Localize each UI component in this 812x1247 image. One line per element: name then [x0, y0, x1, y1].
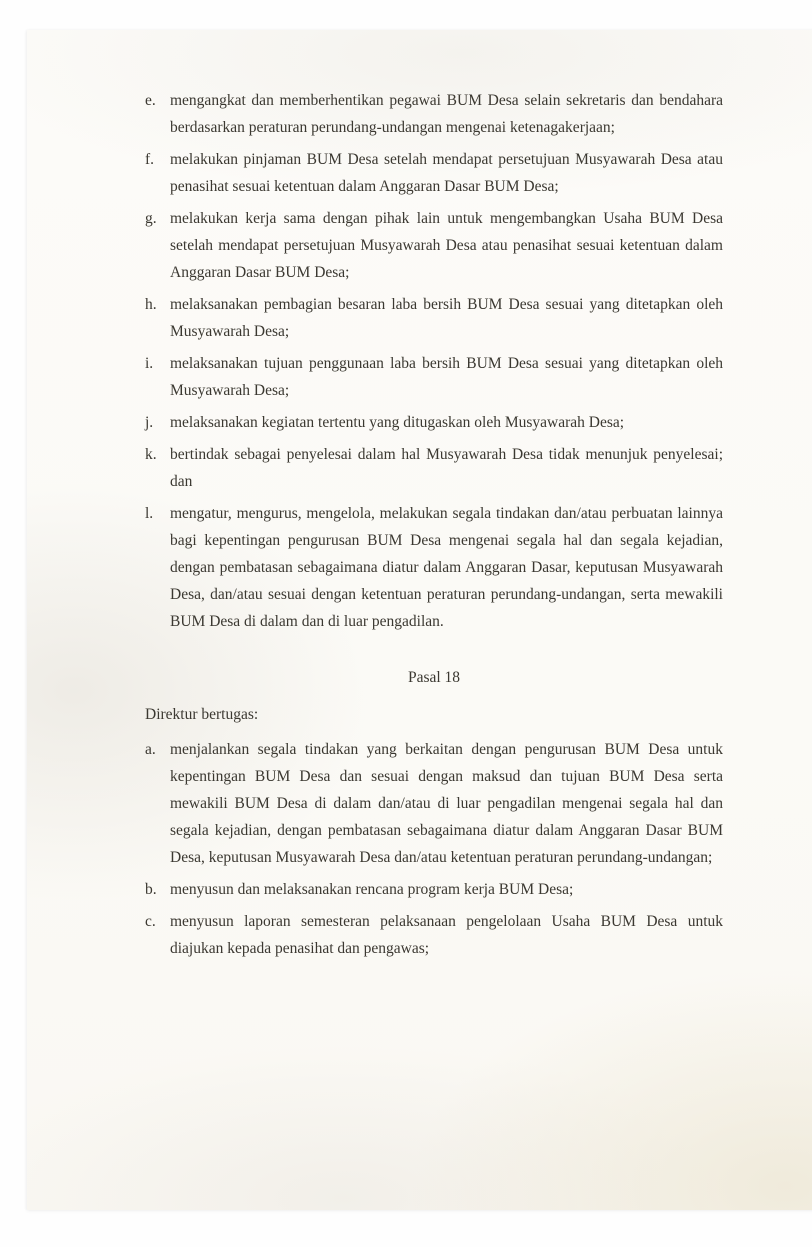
page-content [27, 30, 812, 962]
direktur-bertugas-intro: Direktur bertugas: [145, 706, 259, 723]
pasal18-item-a [145, 736, 723, 871]
task-item-l [145, 500, 723, 635]
task-item-i-letter: i. [145, 355, 154, 372]
task-item-i-text: melaksanakan tujuan penggunaan laba bersih BUM Desa sesuai yang ditetapkan oleh Musyawarah Desa; [170, 355, 723, 399]
task-item-e-text: mengangkat dan memberhentikan pegawai BUM Desa selain sekretaris dan bendahara berdasarkan peraturan perundang-undangan mengenai ketenagakerjaan; [170, 92, 723, 136]
task-item-h-text: melaksanakan pembagian besaran laba bersih BUM Desa sesuai yang ditetapkan oleh Musyawarah Desa; [170, 296, 723, 340]
task-item-h [145, 291, 723, 345]
task-item-e [145, 87, 723, 141]
task-item-j-letter: j. [145, 414, 154, 431]
tasks-list [145, 87, 723, 635]
task-item-g [145, 205, 723, 286]
task-item-j-text: melaksanakan kegiatan tertentu yang ditugaskan oleh Musyawarah Desa; [170, 414, 625, 431]
scanned-document-page [27, 30, 812, 1210]
task-item-f-text: melakukan pinjaman BUM Desa setelah mendapat persetujuan Musyawarah Desa atau penasihat sesuai ketentuan dalam Anggaran Dasar BUM Desa; [170, 151, 723, 195]
task-item-k [145, 441, 723, 495]
pasal18-item-c-text: menyusun laporan semesteran pelaksanaan pengelolaan Usaha BUM Desa untuk diajukan kepada penasihat dan pengawas; [170, 913, 723, 957]
task-item-k-text: bertindak sebagai penyelesai dalam hal Musyawarah Desa tidak menunjuk penyelesai; dan [170, 446, 723, 490]
task-item-g-letter: g. [145, 210, 157, 227]
task-item-h-letter: h. [145, 296, 157, 313]
pasal18-item-b-text: menyusun dan melaksanakan rencana program kerja BUM Desa; [170, 881, 574, 898]
task-item-e-letter: e. [145, 92, 156, 109]
task-item-k-letter: k. [145, 446, 157, 463]
pasal-18-list [145, 736, 723, 962]
pasal18-item-a-text: menjalankan segala tindakan yang berkaitan dengan pengurusan BUM Desa untuk kepentingan BUM Desa dan sesuai dengan maksud dan tujuan BUM Desa serta mewakili BUM Desa di dalam dan/atau di luar pengadilan mengenai segala hal dan segala kejadian, dengan pembatasan sebagaimana diatur dalam Anggaran Dasar BUM Desa, keputusan Musyawarah Desa dan/atau ketentuan peraturan perundang-undangan; [170, 741, 723, 866]
pasal18-item-c [145, 908, 723, 962]
pasal18-item-b [145, 876, 723, 903]
pasal18-item-c-letter: c. [145, 913, 156, 930]
pasal-18-heading: Pasal 18 [407, 669, 461, 686]
task-item-j [145, 409, 723, 436]
task-item-g-text: melakukan kerja sama dengan pihak lain untuk mengembangkan Usaha BUM Desa setelah mendapat persetujuan Musyawarah Desa atau penasihat sesuai ketentuan dalam Anggaran Dasar BUM Desa; [170, 210, 723, 281]
task-item-f-letter: f. [145, 151, 155, 168]
task-item-i [145, 350, 723, 404]
task-item-l-text: mengatur, mengurus, mengelola, melakukan segala tindakan dan/atau perbuatan lainnya bagi kepentingan pengurusan BUM Desa mengenai segala hal dan segala kejadian, dengan pembatasan sebagaimana diatur dalam Anggaran Dasar, keputusan Musyawarah Desa, dan/atau sesuai dengan ketentuan peraturan perundang-undangan, serta mewakili BUM Desa di dalam dan di luar pengadilan. [170, 505, 723, 630]
task-item-l-letter: l. [145, 505, 154, 522]
pasal18-item-a-letter: a. [145, 741, 156, 758]
task-item-f [145, 146, 723, 200]
pasal18-item-b-letter: b. [145, 881, 157, 898]
